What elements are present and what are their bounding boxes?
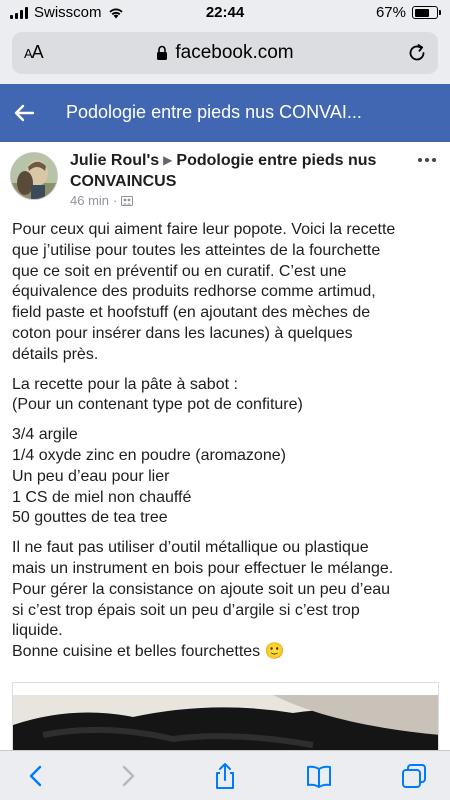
- text-line: 50 gouttes de tea tree: [12, 509, 168, 527]
- post-photo-content: [13, 695, 439, 750]
- url-display[interactable]: [12, 42, 438, 64]
- url-text: facebook.com: [175, 42, 294, 63]
- post-paragraph: [12, 538, 440, 663]
- chevron-right-icon: [114, 762, 142, 790]
- reload-icon[interactable]: [406, 42, 428, 64]
- post-paragraph: [12, 375, 440, 417]
- text-line: 1 CS de miel non chauffé: [12, 488, 192, 506]
- text-line: liquide.: [12, 622, 63, 640]
- share-icon[interactable]: [211, 762, 239, 790]
- battery-area: [376, 4, 438, 21]
- text-line: field paste et hoofstuff (en ajoutant des mèches de: [12, 304, 371, 322]
- text-line: Pour gérer la consistance on ajoute soit un peu d’eau: [12, 580, 391, 598]
- battery-percent: 67%: [375, 4, 406, 21]
- post-author-line[interactable]: [70, 150, 406, 192]
- battery-icon: [412, 6, 438, 19]
- text-line: coton pour insérer dans les lacunes) à quelques: [12, 324, 353, 342]
- post-body: [12, 220, 440, 672]
- text-line: Un peu d’eau pour lier: [12, 467, 170, 485]
- author-name[interactable]: Julie Roul's: [70, 152, 160, 169]
- triangle-right-icon: ▶: [163, 153, 173, 167]
- text-line: mais un instrument en bois pour effectuer le mélange.: [12, 559, 394, 577]
- avatar-image: [11, 153, 58, 200]
- text-line: 3/4 argile: [12, 426, 78, 444]
- post-paragraph: [12, 425, 440, 529]
- group-icon: [121, 196, 133, 206]
- browser-toolbar: [0, 750, 450, 800]
- text-line: que j’utilise pour toutes les atteintes de la fourchette: [12, 241, 381, 259]
- post-meta: [70, 193, 133, 208]
- group-name[interactable]: Podologie entre pieds nus CONVAINCUS: [70, 152, 377, 190]
- status-bar: [0, 0, 450, 26]
- chevron-left-icon[interactable]: [22, 762, 50, 790]
- post-paragraph: [12, 220, 440, 366]
- battery-level: [415, 9, 429, 17]
- group-header: [0, 84, 450, 142]
- book-icon[interactable]: [305, 762, 333, 790]
- lock-icon: [156, 45, 168, 61]
- reader-aa-button[interactable]: AA: [24, 42, 43, 62]
- tabs-icon[interactable]: [400, 762, 428, 790]
- post-photo[interactable]: [12, 682, 439, 750]
- text-line: que ce soit en préventif ou en curatif. C’est une: [12, 262, 347, 280]
- carrier-name: Swisscom: [34, 4, 102, 21]
- clock: 22:44: [205, 4, 245, 21]
- text-line: si c’est trop épais soit un peu d’argile si c’est trop: [12, 601, 360, 619]
- text-line: 1/4 oxyde zinc en poudre (aromazone): [12, 446, 286, 464]
- text-line: Pour ceux qui aiment faire leur popote. Voici la recette: [12, 221, 396, 238]
- post-time[interactable]: 46 min: [70, 193, 110, 208]
- text-line: équivalence des produits redhorse comme artimud,: [12, 283, 376, 301]
- text-line: Bonne cuisine et belles fourchettes 🙂: [12, 643, 285, 661]
- text-line: Il ne faut pas utiliser d’outil métallique ou plastique: [12, 539, 369, 557]
- arrow-left-icon[interactable]: [12, 101, 36, 125]
- address-bar[interactable]: [12, 32, 438, 74]
- text-line: (Pour un contenant type pot de confiture): [12, 396, 303, 414]
- post: [0, 142, 450, 750]
- avatar[interactable]: [10, 152, 58, 200]
- more-icon[interactable]: [418, 158, 436, 162]
- meta-separator: ·: [113, 193, 118, 208]
- browser-chrome: [0, 26, 450, 84]
- text-line: La recette pour la pâte à sabot :: [12, 375, 238, 393]
- text-line: détails près.: [12, 345, 99, 363]
- group-title: Podologie entre pieds nus CONVAI...: [66, 102, 362, 122]
